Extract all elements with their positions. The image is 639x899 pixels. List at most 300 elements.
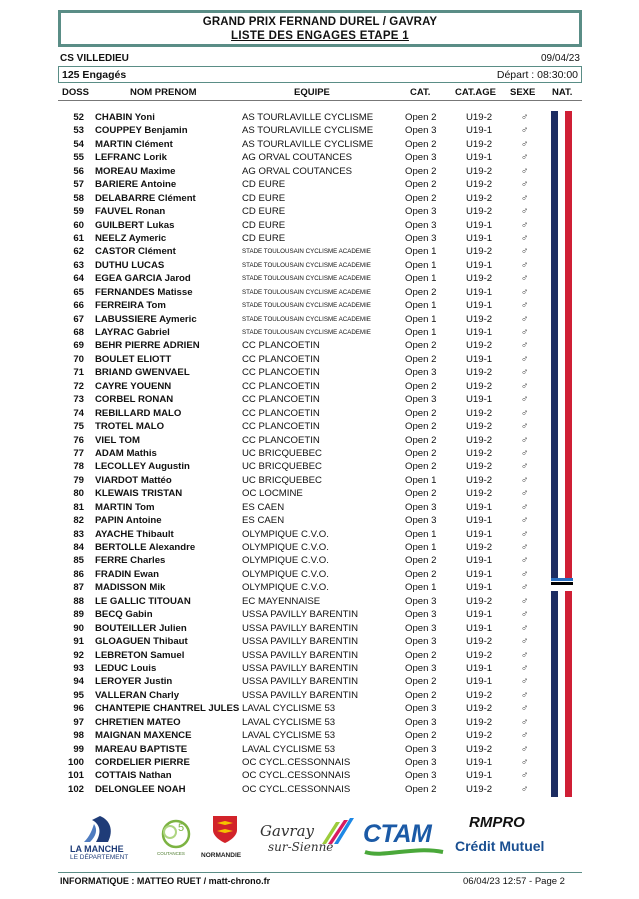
doss-cell: 93	[73, 662, 84, 674]
team-cell: AS TOURLAVILLE CYCLISME	[242, 138, 374, 150]
age-category-cell: U19-1	[466, 770, 493, 782]
sex-cell: ♂	[521, 125, 529, 137]
age-category-cell: U19-2	[466, 246, 493, 258]
sex-cell: ♂	[521, 595, 529, 607]
doss-cell: 76	[73, 434, 84, 446]
sex-cell: ♂	[521, 340, 529, 352]
gavray-logo	[260, 816, 355, 862]
category-cell: Open 3	[405, 219, 437, 231]
name-cell: LEFRANC Lorik	[95, 152, 167, 164]
team-cell: CD EURE	[242, 192, 286, 204]
name-cell: VIEL TOM	[95, 434, 140, 446]
name-cell: BECQ Gabin	[95, 609, 153, 621]
footer-divider	[58, 872, 582, 873]
age-category-cell: U19-2	[466, 716, 493, 728]
doss-cell: 54	[73, 138, 84, 150]
name-cell: FERNANDES Matisse	[95, 286, 193, 298]
sex-cell: ♂	[521, 421, 529, 433]
doss-cell: 59	[73, 206, 84, 218]
category-cell: Open 1	[405, 300, 437, 312]
table-row	[0, 151, 639, 164]
team-cell: ES CAEN	[242, 515, 285, 527]
table-row	[0, 219, 639, 232]
category-cell: Open 2	[405, 447, 437, 459]
category-cell: Open 2	[405, 555, 437, 567]
team-cell: CC PLANCOETIN	[242, 407, 320, 419]
team-cell: USSA PAVILLY BARENTIN	[242, 609, 359, 621]
sex-cell: ♂	[521, 165, 529, 177]
category-cell: Open 2	[405, 730, 437, 742]
list-title: LISTE DES ENGAGES ETAPE 1	[231, 30, 409, 42]
doss-cell: 53	[73, 125, 84, 137]
team-cell: OC CYCL.CESSONNAIS	[242, 770, 351, 782]
sex-cell: ♂	[521, 313, 529, 325]
team-cell: CD EURE	[242, 206, 286, 218]
table-row	[0, 138, 639, 151]
age-category-cell: U19-1	[466, 568, 493, 580]
category-cell: Open 3	[405, 622, 437, 634]
sex-cell: ♂	[521, 152, 529, 164]
coutances-logo	[156, 816, 196, 860]
name-cell: FERREIRA Tom	[95, 300, 166, 312]
doss-cell: 63	[73, 259, 84, 271]
name-cell: ADAM Mathis	[95, 447, 157, 459]
name-cell: LABUSSIERE Aymeric	[95, 313, 197, 325]
doss-cell: 64	[73, 273, 84, 285]
sex-cell: ♂	[521, 286, 529, 298]
table-row	[0, 299, 639, 312]
team-cell: AS TOURLAVILLE CYCLISME	[242, 112, 374, 123]
doss-cell: 68	[73, 327, 84, 338]
doss-cell: 60	[73, 219, 84, 231]
name-cell: MADISSON Mik	[95, 582, 166, 594]
svg-text:5: 5	[178, 822, 185, 834]
sex-cell: ♂	[521, 582, 529, 594]
doss-cell: 75	[73, 421, 84, 433]
team-cell: USSA PAVILLY BARENTIN	[242, 649, 359, 661]
age-category-cell: U19-1	[466, 676, 493, 688]
doss-cell: 99	[73, 743, 84, 755]
team-cell: AS TOURLAVILLE CYCLISME	[242, 125, 374, 137]
table-row	[0, 581, 639, 594]
name-cell: NEELZ Aymeric	[95, 232, 167, 244]
team-cell: CC PLANCOETIN	[242, 434, 320, 446]
ctam-text: CTAM	[363, 820, 432, 848]
table-row	[0, 178, 639, 191]
sex-cell: ♂	[521, 138, 529, 150]
category-cell: Open 3	[405, 703, 437, 715]
table-row	[0, 245, 639, 258]
creditmutuel-logo	[455, 814, 565, 860]
sex-cell: ♂	[521, 515, 529, 527]
category-cell: Open 2	[405, 689, 437, 701]
sex-cell: ♂	[521, 461, 529, 473]
age-category-cell: U19-2	[466, 649, 493, 661]
team-cell: EC MAYENNAISE	[242, 595, 321, 607]
doss-cell: 79	[73, 474, 84, 486]
doss-cell: 98	[73, 730, 84, 742]
col-cat: CAT.	[410, 87, 431, 98]
table-row	[0, 460, 639, 473]
category-cell: Open 3	[405, 125, 437, 137]
category-cell: Open 2	[405, 676, 437, 688]
flag-blue-stripe	[551, 111, 558, 797]
category-cell: Open 2	[405, 434, 437, 446]
doss-cell: 101	[67, 770, 84, 782]
table-row	[0, 783, 639, 796]
team-cell: OLYMPIQUE C.V.O.	[242, 542, 329, 553]
category-cell: Open 3	[405, 716, 437, 728]
sex-cell: ♂	[521, 474, 529, 486]
doss-cell: 88	[73, 595, 84, 607]
team-cell: CD EURE	[242, 219, 286, 231]
age-category-cell: U19-1	[466, 757, 493, 768]
doss-cell: 69	[73, 340, 84, 352]
team-cell: USSA PAVILLY BARENTIN	[242, 689, 359, 701]
team-cell: ES CAEN	[242, 501, 285, 513]
age-category-cell: U19-2	[466, 434, 493, 446]
age-category-cell: U19-2	[466, 407, 493, 419]
category-cell: Open 2	[405, 179, 437, 191]
category-cell: Open 2	[405, 192, 437, 204]
coutances-text: COUTANCES	[157, 851, 185, 856]
age-category-cell: U19-1	[466, 501, 493, 513]
name-cell: COTTAIS Nathan	[95, 770, 172, 782]
table-row	[0, 353, 639, 366]
age-category-cell: U19-2	[466, 474, 493, 486]
team-cell: AG ORVAL COUTANCES	[242, 165, 352, 177]
age-category-cell: U19-1	[466, 219, 493, 231]
table-row	[0, 326, 639, 339]
age-category-cell: U19-1	[466, 555, 493, 567]
team-cell: OLYMPIQUE C.V.O.	[242, 582, 329, 594]
doss-cell: 62	[73, 246, 84, 258]
category-cell: Open 3	[405, 367, 437, 379]
sex-cell: ♂	[521, 112, 529, 123]
doss-cell: 94	[73, 676, 84, 688]
team-cell: USSA PAVILLY BARENTIN	[242, 676, 359, 688]
credit-mutuel-text: Crédit Mutuel	[455, 838, 545, 854]
table-row	[0, 487, 639, 500]
doss-cell: 90	[73, 622, 84, 634]
table-row	[0, 205, 639, 218]
doss-cell: 57	[73, 179, 84, 191]
name-cell: EGEA GARCIA Jarod	[95, 273, 191, 285]
info-bar	[58, 66, 582, 83]
sex-cell: ♂	[521, 542, 529, 553]
age-category-cell: U19-2	[466, 112, 493, 123]
name-cell: GUILBERT Lukas	[95, 219, 175, 231]
name-cell: LE GALLIC TITOUAN	[95, 595, 191, 607]
age-category-cell: U19-2	[466, 192, 493, 204]
team-cell: UC BRICQUEBEC	[242, 474, 322, 486]
title-box	[58, 10, 582, 47]
age-category-cell: U19-2	[466, 689, 493, 701]
table-row	[0, 675, 639, 688]
category-cell: Open 1	[405, 474, 437, 486]
category-cell: Open 2	[405, 783, 437, 795]
name-cell: LEROYER Justin	[95, 676, 173, 688]
name-cell: VALLERAN Charly	[95, 689, 180, 701]
table-row	[0, 743, 639, 756]
table-row	[0, 192, 639, 205]
team-cell: CC PLANCOETIN	[242, 340, 320, 352]
age-category-cell: U19-2	[466, 542, 493, 553]
table-row	[0, 165, 639, 178]
team-cell: STADE TOULOUSAIN CYCLISME ACADEMIE	[242, 248, 371, 256]
sex-cell: ♂	[521, 407, 529, 419]
sponsor-logos	[70, 810, 570, 865]
doss-cell: 85	[73, 555, 84, 567]
name-cell: CHABIN Yoni	[95, 112, 155, 123]
category-cell: Open 2	[405, 488, 437, 500]
age-category-cell: U19-1	[466, 582, 493, 594]
doss-cell: 56	[73, 165, 84, 177]
table-row	[0, 595, 639, 608]
age-category-cell: U19-1	[466, 327, 493, 338]
category-cell: Open 1	[405, 528, 437, 540]
category-cell: Open 3	[405, 595, 437, 607]
name-cell: LECOLLEY Augustin	[95, 461, 190, 473]
name-cell: DUTHU LUCAS	[95, 259, 165, 271]
age-category-cell: U19-2	[466, 206, 493, 218]
table-row	[0, 635, 639, 648]
sex-cell: ♂	[521, 636, 529, 648]
category-cell: Open 1	[405, 313, 437, 325]
footer-page-info: 06/04/23 12:57 - Page 2	[463, 876, 565, 887]
name-cell: TROTEL MALO	[95, 421, 165, 433]
table-row	[0, 528, 639, 541]
team-cell: USSA PAVILLY BARENTIN	[242, 662, 359, 674]
sex-cell: ♂	[521, 434, 529, 446]
flag-red-stripe	[565, 111, 572, 797]
name-cell: MARTIN Tom	[95, 501, 155, 513]
sex-cell: ♂	[521, 501, 529, 513]
category-cell: Open 3	[405, 636, 437, 648]
age-category-cell: U19-2	[466, 743, 493, 755]
ctam-logo	[363, 820, 445, 856]
table-row	[0, 554, 639, 567]
table-row	[0, 662, 639, 675]
name-cell: CORDELIER PIERRE	[95, 757, 190, 768]
table-row	[0, 272, 639, 285]
category-cell: Open 3	[405, 743, 437, 755]
age-category-cell: U19-1	[466, 300, 493, 312]
age-category-cell: U19-2	[466, 165, 493, 177]
name-cell: CHANTEPIE CHANTREL JULES	[95, 703, 240, 715]
sex-cell: ♂	[521, 743, 529, 755]
age-category-cell: U19-1	[466, 125, 493, 137]
name-cell: MARTIN Clément	[95, 138, 173, 150]
doss-cell: 80	[73, 488, 84, 500]
table-row	[0, 313, 639, 326]
doss-cell: 84	[73, 542, 84, 553]
col-team: EQUIPE	[294, 87, 330, 98]
table-row	[0, 124, 639, 137]
doss-cell: 55	[73, 152, 84, 164]
age-category-cell: U19-2	[466, 340, 493, 352]
doss-cell: 92	[73, 649, 84, 661]
doss-cell: 102	[67, 783, 84, 795]
team-cell: UC BRICQUEBEC	[242, 461, 322, 473]
sex-cell: ♂	[521, 609, 529, 621]
category-cell: Open 2	[405, 568, 437, 580]
normandie-text: NORMANDIE	[201, 852, 242, 859]
name-cell: FAUVEL Ronan	[95, 206, 166, 218]
estonia-flag-icon	[551, 578, 573, 591]
name-cell: CHRETIEN MATEO	[95, 716, 181, 728]
sex-cell: ♂	[521, 730, 529, 742]
name-cell: COUPPEY Benjamin	[95, 125, 188, 137]
table-row	[0, 407, 639, 420]
age-category-cell: U19-1	[466, 232, 493, 244]
table-row	[0, 447, 639, 460]
category-cell: Open 2	[405, 649, 437, 661]
category-cell: Open 3	[405, 394, 437, 406]
name-cell: DELABARRE Clément	[95, 192, 196, 204]
category-cell: Open 3	[405, 609, 437, 621]
team-cell: LAVAL CYCLISME 53	[242, 743, 336, 755]
name-cell: BARIERE Antoine	[95, 179, 177, 191]
name-cell: BRIAND GWENVAEL	[95, 367, 190, 379]
col-doss: DOSS	[62, 87, 89, 98]
age-category-cell: U19-2	[466, 595, 493, 607]
team-cell: CD EURE	[242, 232, 286, 244]
table-row	[0, 111, 639, 124]
doss-cell: 72	[73, 380, 84, 392]
age-category-cell: U19-2	[466, 636, 493, 648]
name-cell: LAYRAC Gabriel	[95, 327, 170, 338]
table-row	[0, 649, 639, 662]
name-cell: MAIGNAN MAXENCE	[95, 730, 192, 742]
age-category-cell: U19-2	[466, 313, 493, 325]
doss-cell: 100	[67, 757, 84, 768]
doss-cell: 71	[73, 367, 84, 379]
sex-cell: ♂	[521, 394, 529, 406]
sex-cell: ♂	[521, 447, 529, 459]
col-sex: SEXE	[510, 87, 536, 98]
age-category-cell: U19-1	[466, 152, 493, 164]
age-category-cell: U19-2	[466, 447, 493, 459]
sex-cell: ♂	[521, 662, 529, 674]
table-row	[0, 232, 639, 245]
name-cell: FRADIN Ewan	[95, 568, 159, 580]
sex-cell: ♂	[521, 757, 529, 768]
team-cell: USSA PAVILLY BARENTIN	[242, 622, 359, 634]
age-category-cell: U19-2	[466, 783, 493, 795]
footer-credit: INFORMATIQUE : MATTEO RUET / matt-chrono.fr	[60, 876, 271, 886]
age-category-cell: U19-2	[466, 730, 493, 742]
category-cell: Open 1	[405, 259, 437, 271]
team-cell: OLYMPIQUE C.V.O.	[242, 528, 329, 540]
sex-cell: ♂	[521, 649, 529, 661]
table-row	[0, 434, 639, 447]
category-cell: Open 1	[405, 542, 437, 553]
name-cell: BOULET ELIOTT	[95, 353, 172, 365]
sex-cell: ♂	[521, 488, 529, 500]
name-cell: MOREAU Maxime	[95, 165, 176, 177]
category-cell: Open 2	[405, 353, 437, 365]
name-cell: LEBRETON Samuel	[95, 649, 185, 661]
team-cell: CC PLANCOETIN	[242, 394, 320, 406]
organizer-club: CS VILLEDIEU	[60, 53, 129, 64]
start-time: Départ : 08:30:00	[496, 69, 578, 81]
name-cell: CORBEL RONAN	[95, 394, 174, 406]
sex-cell: ♂	[521, 689, 529, 701]
sex-cell: ♂	[521, 206, 529, 218]
name-cell: REBILLARD MALO	[95, 407, 182, 419]
doss-cell: 58	[73, 192, 84, 204]
name-cell: LEDUC Louis	[95, 662, 157, 674]
doss-cell: 78	[73, 461, 84, 473]
table-row	[0, 420, 639, 433]
doss-cell: 82	[73, 515, 84, 527]
team-cell: STADE TOULOUSAIN CYCLISME ACADEMIE	[242, 288, 371, 296]
doss-cell: 52	[73, 112, 84, 123]
race-date: 09/04/23	[541, 53, 580, 64]
age-category-cell: U19-2	[466, 367, 493, 379]
team-cell: LAVAL CYCLISME 53	[242, 730, 336, 742]
age-category-cell: U19-1	[466, 528, 493, 540]
name-cell: FERRE Charles	[95, 555, 166, 567]
sex-cell: ♂	[521, 327, 529, 338]
age-category-cell: U19-2	[466, 380, 493, 392]
category-cell: Open 2	[405, 138, 437, 150]
team-cell: CC PLANCOETIN	[242, 353, 320, 365]
sex-cell: ♂	[521, 219, 529, 231]
team-cell: USSA PAVILLY BARENTIN	[242, 636, 359, 648]
doss-cell: 89	[73, 609, 84, 621]
table-row	[0, 608, 639, 621]
table-row	[0, 702, 639, 715]
name-cell: BOUTEILLER Julien	[95, 622, 187, 634]
table-row	[0, 622, 639, 635]
team-cell: OC CYCL.CESSONNAIS	[242, 783, 351, 795]
category-cell: Open 3	[405, 206, 437, 218]
name-cell: BERTOLLE Alexandre	[95, 542, 196, 553]
table-row	[0, 514, 639, 527]
sex-cell: ♂	[521, 246, 529, 258]
sex-cell: ♂	[521, 676, 529, 688]
name-cell: GLOAGUEN Thibaut	[95, 636, 188, 648]
team-cell: AG ORVAL COUTANCES	[242, 152, 352, 164]
age-category-cell: U19-2	[466, 138, 493, 150]
team-cell: CC PLANCOETIN	[242, 380, 320, 392]
riders-table	[0, 111, 639, 796]
age-category-cell: U19-1	[466, 259, 493, 271]
name-cell: AYACHE Thibault	[95, 528, 174, 540]
normandie-logo	[201, 814, 249, 860]
doss-cell: 95	[73, 689, 84, 701]
name-cell: CASTOR Clément	[95, 246, 176, 258]
la-manche-logo	[70, 812, 148, 862]
sex-cell: ♂	[521, 273, 529, 285]
age-category-cell: U19-1	[466, 394, 493, 406]
age-category-cell: U19-2	[466, 421, 493, 433]
team-cell: STADE TOULOUSAIN CYCLISME ACADEMIE	[242, 275, 371, 283]
age-category-cell: U19-1	[466, 609, 493, 621]
sex-cell: ♂	[521, 770, 529, 782]
doss-cell: 96	[73, 703, 84, 715]
sex-cell: ♂	[521, 232, 529, 244]
category-cell: Open 2	[405, 112, 437, 123]
category-cell: Open 3	[405, 501, 437, 513]
table-row	[0, 689, 639, 702]
category-cell: Open 2	[405, 286, 437, 298]
table-row	[0, 541, 639, 554]
rmpro-text: RMPRO	[469, 814, 525, 831]
category-cell: Open 1	[405, 582, 437, 594]
